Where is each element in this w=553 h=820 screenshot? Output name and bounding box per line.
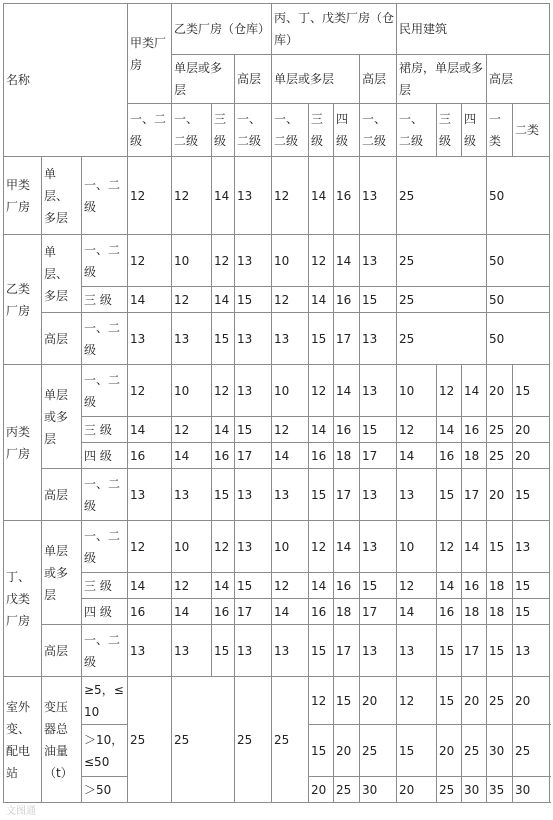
value-cell: 50 [487, 235, 550, 287]
value-cell: 10 [397, 521, 437, 573]
value-cell: 25 [397, 157, 487, 235]
value-cell: 15 [235, 287, 272, 313]
value-cell: 12 [309, 521, 334, 573]
value-cell: 15 [487, 521, 513, 573]
value-cell: 13 [235, 521, 272, 573]
name-header: 名称 [4, 4, 128, 157]
table-row [4, 417, 550, 443]
value-cell: 14 [334, 521, 360, 573]
value-cell: 10 [172, 521, 212, 573]
value-cell: 10 [272, 235, 309, 287]
value-cell: 14 [309, 157, 334, 235]
value-cell: 14 [128, 573, 172, 599]
grade-header: 一、二级 [235, 104, 272, 157]
value-cell: 13 [360, 469, 397, 521]
value-cell: 14 [309, 417, 334, 443]
value-cell: 17 [235, 599, 272, 625]
value-cell: 20 [360, 677, 397, 725]
value-cell: 15 [513, 469, 550, 521]
value-cell: 25 [437, 777, 462, 803]
band-label: ≥5，≤10 [82, 677, 128, 725]
value-cell: 15 [513, 573, 550, 599]
value-cell: 13 [360, 521, 397, 573]
table-row [4, 521, 550, 573]
value-cell: 18 [487, 573, 513, 599]
value-cell: 13 [235, 365, 272, 417]
value-cell: 30 [360, 777, 397, 803]
value-cell: 12 [172, 287, 212, 313]
value-cell: 14 [309, 573, 334, 599]
value-cell: 25 [128, 677, 172, 803]
value-cell: 13 [172, 469, 212, 521]
value-cell: 14 [272, 599, 309, 625]
value-cell: 14 [212, 157, 235, 235]
subgroup-label: 高层 [42, 469, 82, 521]
band-label: ＞10，≤50 [82, 725, 128, 777]
value-cell: 14 [212, 287, 235, 313]
grade-header: 一、二级 [397, 104, 437, 157]
class-b-factory-header: 乙类厂房（仓库） [172, 4, 272, 55]
value-cell: 12 [212, 235, 235, 287]
value-cell: 14 [397, 443, 437, 469]
value-cell: 20 [309, 777, 334, 803]
value-cell: 25 [360, 725, 397, 777]
value-cell: 18 [334, 443, 360, 469]
value-cell: 15 [235, 417, 272, 443]
grade-label: 四 级 [82, 599, 128, 625]
subgroup-label: 单层、多层 [42, 235, 82, 313]
value-cell: 16 [309, 443, 334, 469]
grade-header: 四级 [334, 104, 360, 157]
value-cell: 12 [272, 417, 309, 443]
grade-label: 一、二级 [82, 469, 128, 521]
grade-label: 一、二级 [82, 365, 128, 417]
value-cell: 25 [397, 287, 487, 313]
value-cell: 25 [513, 725, 550, 777]
value-cell: 18 [334, 599, 360, 625]
civil-building-header: 民用建筑 [397, 4, 550, 55]
value-cell: 12 [309, 365, 334, 417]
value-cell: 17 [235, 443, 272, 469]
value-cell: 14 [212, 417, 235, 443]
fire-spacing-table [3, 3, 550, 803]
value-cell: 20 [437, 725, 462, 777]
group-label: 丙类厂房 [4, 365, 42, 521]
grade-label: 一、二级 [82, 625, 128, 677]
value-cell: 14 [309, 287, 334, 313]
header-row-1 [4, 4, 550, 55]
value-cell: 20 [334, 725, 360, 777]
value-cell: 16 [334, 573, 360, 599]
value-cell: 30 [487, 725, 513, 777]
value-cell: 12 [128, 521, 172, 573]
value-cell: 25 [487, 443, 513, 469]
value-cell: 10 [272, 521, 309, 573]
value-cell: 25 [462, 725, 487, 777]
value-cell: 14 [128, 287, 172, 313]
value-cell: 15 [437, 625, 462, 677]
value-cell: 16 [462, 573, 487, 599]
value-cell: 14 [437, 573, 462, 599]
value-cell: 15 [437, 677, 462, 725]
grade-label: 一、二级 [82, 521, 128, 573]
watermark-text: 文图通 [6, 806, 36, 817]
value-cell: 16 [334, 417, 360, 443]
value-cell: 25 [397, 313, 487, 365]
group-label: 甲类厂房 [4, 157, 42, 235]
value-cell: 15 [487, 625, 513, 677]
value-cell: 12 [397, 677, 437, 725]
value-cell: 12 [272, 287, 309, 313]
value-cell: 13 [235, 313, 272, 365]
subgroup-label: 变压器总油量（t） [42, 677, 82, 803]
value-cell: 50 [487, 313, 550, 365]
value-cell: 13 [360, 313, 397, 365]
value-cell: 50 [487, 287, 550, 313]
value-cell: 30 [513, 777, 550, 803]
value-cell: 13 [235, 235, 272, 287]
table-row [4, 599, 550, 625]
grade-label: 三 级 [82, 573, 128, 599]
table-row [4, 573, 550, 599]
value-cell: 18 [462, 599, 487, 625]
value-cell: 12 [397, 417, 437, 443]
value-cell: 16 [462, 417, 487, 443]
value-cell: 20 [397, 777, 437, 803]
value-cell: 13 [360, 365, 397, 417]
b-high-rise-header: 高层 [235, 55, 272, 104]
value-cell: 15 [513, 599, 550, 625]
value-cell: 25 [272, 677, 309, 803]
class-cde-factory-header: 丙、丁、戊类厂房（仓库） [272, 4, 397, 55]
value-cell: 15 [360, 417, 397, 443]
value-cell: 14 [334, 365, 360, 417]
value-cell: 13 [360, 157, 397, 235]
value-cell: 12 [172, 573, 212, 599]
group-label: 乙类厂房 [4, 235, 42, 365]
value-cell: 13 [235, 469, 272, 521]
value-cell: 15 [309, 313, 334, 365]
value-cell: 16 [437, 443, 462, 469]
value-cell: 12 [172, 157, 212, 235]
table-row [4, 677, 550, 725]
value-cell: 14 [462, 521, 487, 573]
band-label: ＞50 [82, 777, 128, 803]
value-cell: 20 [462, 677, 487, 725]
grade-header: 一、二级 [172, 104, 212, 157]
value-cell: 25 [172, 677, 235, 803]
value-cell: 50 [487, 157, 550, 235]
table-row [4, 365, 550, 417]
table-row [4, 625, 550, 677]
cde-high-rise-header: 高层 [360, 55, 397, 104]
value-cell: 13 [128, 469, 172, 521]
value-cell: 16 [128, 443, 172, 469]
value-cell: 16 [334, 157, 360, 235]
value-cell: 25 [487, 677, 513, 725]
value-cell: 13 [272, 469, 309, 521]
value-cell: 12 [397, 573, 437, 599]
value-cell: 13 [397, 625, 437, 677]
value-cell: 15 [309, 625, 334, 677]
value-cell: 13 [397, 469, 437, 521]
value-cell: 25 [397, 235, 487, 287]
value-cell: 18 [462, 443, 487, 469]
value-cell: 15 [334, 677, 360, 725]
grade-header: 一、二级 [360, 104, 397, 157]
value-cell: 16 [128, 599, 172, 625]
value-cell: 20 [487, 365, 513, 417]
subgroup-label: 高层 [42, 313, 82, 365]
value-cell: 12 [437, 521, 462, 573]
value-cell: 13 [172, 313, 212, 365]
class-a-factory-header: 甲类厂房 [128, 4, 172, 104]
table-row [4, 157, 550, 235]
grade-header: 三级 [212, 104, 235, 157]
value-cell: 14 [172, 443, 212, 469]
value-cell: 14 [462, 365, 487, 417]
value-cell: 20 [513, 443, 550, 469]
civil-high-rise-header: 高层 [487, 55, 550, 104]
value-cell: 15 [309, 469, 334, 521]
value-cell: 10 [172, 365, 212, 417]
class-header: 一类 [487, 104, 513, 157]
value-cell: 14 [212, 573, 235, 599]
value-cell: 13 [128, 313, 172, 365]
value-cell: 13 [513, 521, 550, 573]
value-cell: 12 [309, 235, 334, 287]
grade-label: 一、二级 [82, 235, 128, 287]
value-cell: 16 [437, 599, 462, 625]
value-cell: 12 [272, 157, 309, 235]
value-cell: 12 [128, 157, 172, 235]
value-cell: 16 [212, 599, 235, 625]
value-cell: 35 [487, 777, 513, 803]
value-cell: 13 [272, 313, 309, 365]
value-cell: 13 [360, 235, 397, 287]
value-cell: 15 [212, 313, 235, 365]
subgroup-label: 高层 [42, 625, 82, 677]
value-cell: 13 [128, 625, 172, 677]
value-cell: 14 [172, 599, 212, 625]
value-cell: 16 [334, 287, 360, 313]
subgroup-label: 单层或多层 [42, 365, 82, 469]
value-cell: 12 [272, 573, 309, 599]
value-cell: 10 [172, 235, 212, 287]
value-cell: 13 [513, 625, 550, 677]
value-cell: 15 [212, 625, 235, 677]
table-row [4, 443, 550, 469]
value-cell: 13 [360, 625, 397, 677]
value-cell: 12 [212, 521, 235, 573]
value-cell: 20 [487, 469, 513, 521]
value-cell: 16 [212, 443, 235, 469]
value-cell: 10 [272, 365, 309, 417]
value-cell: 16 [309, 599, 334, 625]
value-cell: 17 [462, 469, 487, 521]
table-row [4, 287, 550, 313]
value-cell: 12 [128, 365, 172, 417]
group-label: 室外变、配电站 [4, 677, 42, 803]
value-cell: 25 [334, 777, 360, 803]
grade-header: 一、二级 [272, 104, 309, 157]
value-cell: 12 [128, 235, 172, 287]
grade-header: 三级 [437, 104, 462, 157]
grade-label: 三 级 [82, 417, 128, 443]
value-cell: 25 [235, 677, 272, 803]
grade-label: 一、二级 [82, 157, 128, 235]
value-cell: 13 [272, 625, 309, 677]
grade-header: 三级 [309, 104, 334, 157]
value-cell: 17 [334, 469, 360, 521]
value-cell: 20 [513, 417, 550, 443]
grade-label: 四 级 [82, 443, 128, 469]
table-row [4, 313, 550, 365]
value-cell: 14 [397, 599, 437, 625]
civil-podium-header: 裙房，单层或多层 [397, 55, 487, 104]
value-cell: 17 [334, 313, 360, 365]
value-cell: 15 [360, 573, 397, 599]
value-cell: 15 [437, 469, 462, 521]
table-row [4, 235, 550, 287]
grade-label: 一、二级 [82, 313, 128, 365]
value-cell: 15 [513, 365, 550, 417]
value-cell: 12 [309, 677, 334, 725]
value-cell: 15 [360, 287, 397, 313]
value-cell: 25 [487, 417, 513, 443]
spacing-table-container [3, 3, 550, 803]
value-cell: 18 [487, 599, 513, 625]
value-cell: 14 [437, 417, 462, 443]
grade-label: 三 级 [82, 287, 128, 313]
value-cell: 13 [172, 625, 212, 677]
value-cell: 15 [212, 469, 235, 521]
value-cell: 13 [235, 157, 272, 235]
value-cell: 14 [334, 235, 360, 287]
value-cell: 17 [360, 599, 397, 625]
cde-single-multi-header: 单层或多层 [272, 55, 360, 104]
class-header: 二类 [513, 104, 550, 157]
grade-header: 四级 [462, 104, 487, 157]
value-cell: 15 [235, 573, 272, 599]
value-cell: 17 [334, 625, 360, 677]
value-cell: 15 [397, 725, 437, 777]
grade-header: 一、二级 [128, 104, 172, 157]
value-cell: 17 [462, 625, 487, 677]
table-row [4, 469, 550, 521]
value-cell: 17 [360, 443, 397, 469]
value-cell: 12 [172, 417, 212, 443]
value-cell: 15 [309, 725, 334, 777]
value-cell: 12 [212, 365, 235, 417]
value-cell: 14 [128, 417, 172, 443]
value-cell: 13 [235, 625, 272, 677]
group-label: 丁、戊类厂房 [4, 521, 42, 677]
subgroup-label: 单层或多层 [42, 521, 82, 625]
subgroup-label: 单层、多层 [42, 157, 82, 235]
value-cell: 14 [272, 443, 309, 469]
value-cell: 10 [397, 365, 437, 417]
value-cell: 20 [513, 677, 550, 725]
value-cell: 12 [437, 365, 462, 417]
b-single-multi-header: 单层或多层 [172, 55, 235, 104]
value-cell: 30 [462, 777, 487, 803]
